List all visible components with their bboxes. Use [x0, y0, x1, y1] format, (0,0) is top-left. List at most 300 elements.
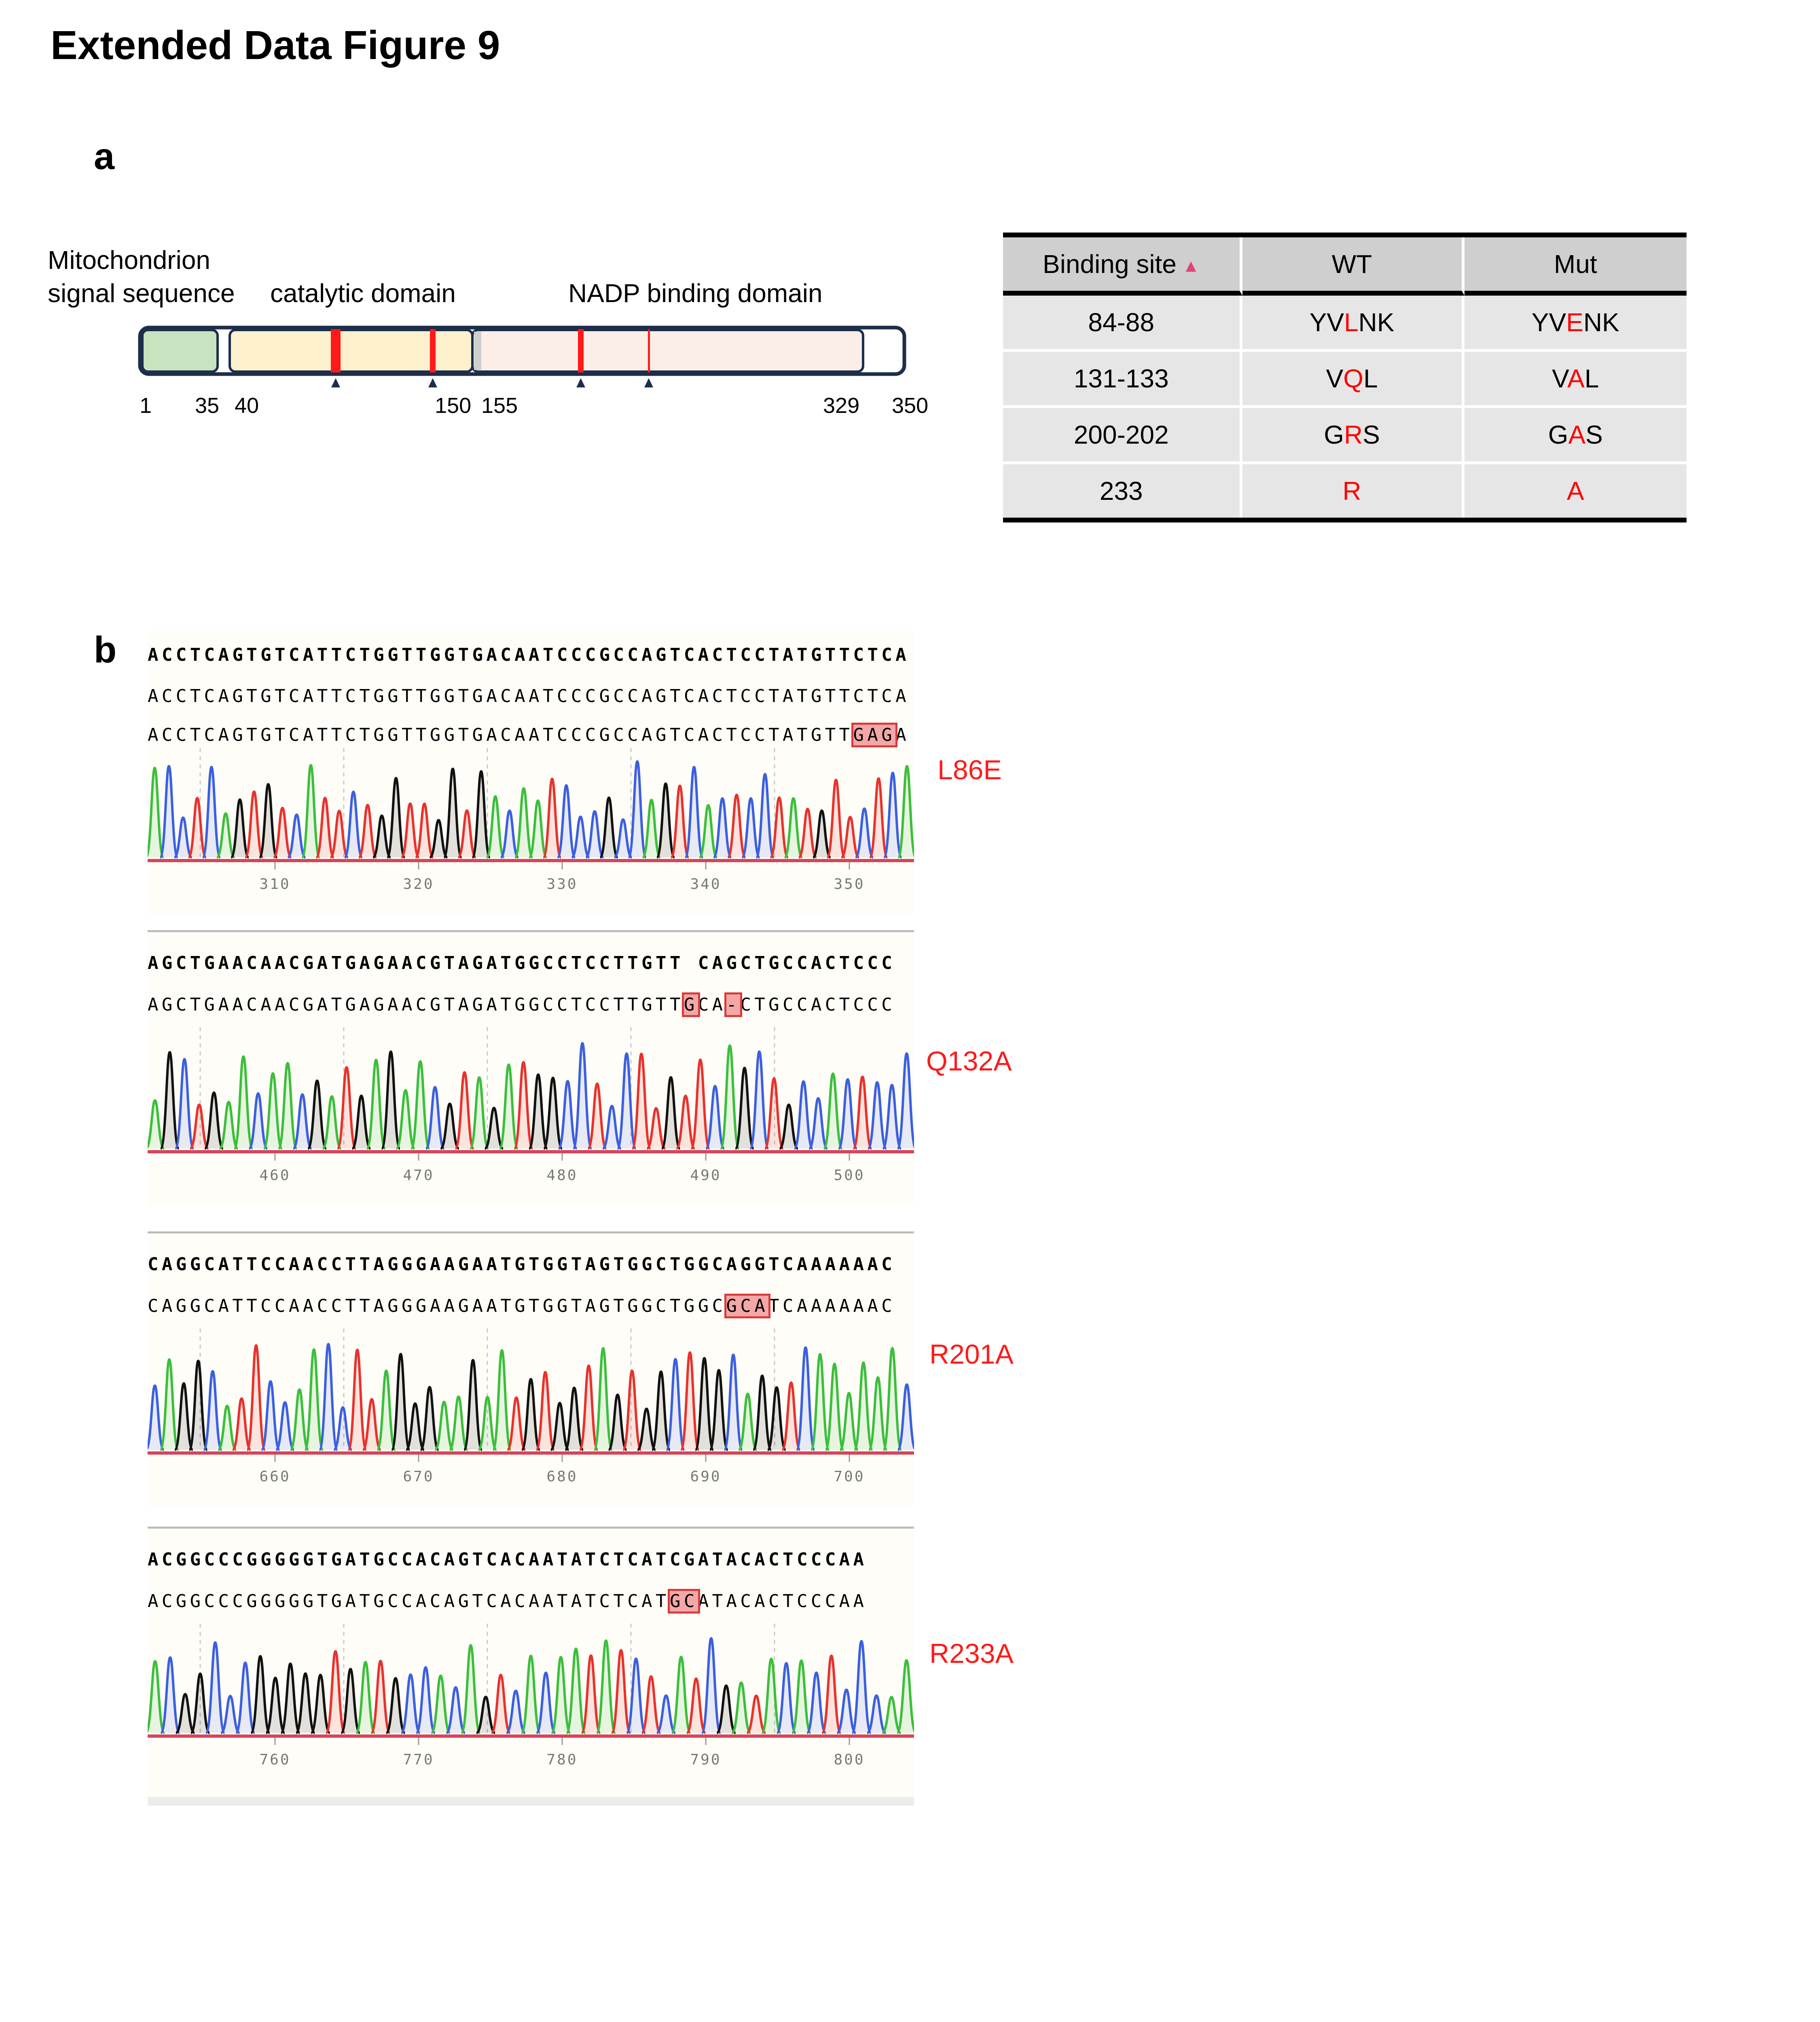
mutated-residue: L [1344, 308, 1359, 337]
trace-peak-G [386, 1678, 405, 1733]
trace-peak-C [426, 1087, 444, 1148]
cell-wt [1242, 464, 1464, 518]
axis-tick-label: 500 [834, 1167, 865, 1184]
trace-peak-T [582, 1656, 600, 1733]
trace-peak-C [797, 1347, 815, 1450]
trace-peak-G [189, 1361, 207, 1450]
binding-site-mark-84-88 [331, 329, 341, 372]
trace-peak-C [897, 1053, 914, 1148]
trace-peak-C [276, 1402, 294, 1450]
trace-peak-C [794, 1081, 813, 1148]
trace-peak-C [756, 774, 774, 857]
axis-tick-label: 780 [546, 1751, 578, 1768]
binding-site-triangle-2 [428, 378, 437, 387]
trace-peak-G [382, 1052, 400, 1148]
trace-peak-C [627, 1659, 645, 1733]
trace-peak-T [747, 1696, 766, 1733]
trace-peak-C [867, 1696, 886, 1733]
trace-peak-A [732, 1683, 751, 1733]
trace-peak-A [521, 1656, 540, 1733]
cell-mut [1464, 352, 1687, 408]
trace-peak-G [341, 1669, 360, 1733]
cell-mut [1464, 464, 1687, 518]
mutant-sequence [148, 1589, 867, 1614]
trace-peak-G [652, 1372, 670, 1450]
trace-peak-C [416, 1667, 435, 1733]
trace-separator [148, 1231, 914, 1233]
cell-binding-site [1003, 296, 1242, 352]
trace-peak-C [161, 1658, 180, 1733]
trace-peak-G [717, 1686, 736, 1733]
trace-peak-T [642, 1676, 660, 1733]
residue-text: G [1324, 420, 1344, 449]
position-150: 150 [435, 393, 472, 418]
trace-peak-T [580, 1366, 597, 1450]
trace-peak-T [274, 808, 292, 857]
trace-peak-T [514, 1062, 533, 1148]
trace-peak-G [176, 1694, 195, 1733]
trace-peak-A [897, 1660, 914, 1733]
trace-peak-C [667, 1359, 684, 1450]
position-329: 329 [823, 393, 860, 418]
trace-peak-C [706, 1086, 724, 1148]
trace-peak-G [311, 1675, 330, 1733]
trace-peak-G [609, 1395, 626, 1450]
reference-sequence: ACGGCCCGGGGGTGATGCCACAGTCACAATATCTCATCGATACACTCCCAA [148, 1549, 868, 1570]
trace-peak-T [491, 1675, 510, 1733]
cell-mut [1464, 296, 1687, 352]
trace-peak-T [765, 1079, 783, 1148]
seq-segment: CTGCCACTCCC [740, 994, 896, 1015]
trace-plot [148, 748, 914, 914]
trace-peak-A [825, 1364, 843, 1450]
trace-peak-C [777, 1663, 796, 1733]
residue-text: V [1326, 364, 1344, 393]
trace-peak-T [190, 1105, 208, 1148]
trace-peak-C [685, 767, 703, 857]
mutated-residue: R [1344, 420, 1363, 449]
trace-peak-T [359, 805, 377, 857]
trace-peak-C [293, 1094, 311, 1148]
trace-separator [148, 1527, 914, 1529]
trace-peak-G [161, 1052, 179, 1148]
trace-peak-T [782, 1383, 800, 1450]
trace-peak-T [681, 1352, 699, 1450]
trace-peak-T [188, 798, 206, 857]
trace-peak-T [245, 791, 263, 857]
trace-peak-T [247, 1345, 265, 1450]
axis-tick-label: 670 [403, 1468, 434, 1485]
trace-peak-G [421, 1387, 438, 1450]
trace-peak-C [447, 1688, 465, 1733]
trace-peak-G [551, 1403, 569, 1450]
trace-peak-T [337, 1067, 356, 1148]
trace-peak-T [870, 778, 888, 857]
binding-site-mark-131-133 [430, 329, 436, 372]
signal-sequence-domain [142, 330, 218, 372]
axis-tick-label: 690 [690, 1468, 722, 1485]
chromatogram-q132a [148, 930, 914, 1205]
trace-peak-T [799, 809, 817, 857]
trace-baseline [148, 1150, 914, 1153]
domain-diagram [133, 319, 918, 400]
trace-peak-G [266, 1678, 285, 1733]
trace-peak-G [735, 1068, 753, 1148]
trace-peak-A [432, 1676, 450, 1733]
axis-tick-label: 480 [546, 1167, 578, 1184]
trace-peak-G [710, 1370, 728, 1450]
seq-segment: ACCTCAGTGTCATTCTGGTTGGTGACAATCCCGCCAGTCACTCCTATGTT [148, 725, 853, 745]
trace-peak-A [217, 814, 235, 857]
cell-binding-site [1003, 352, 1242, 408]
trace-peak-T [233, 1398, 250, 1450]
trace-peak-T [612, 1650, 630, 1733]
trace-peak-A [290, 1390, 308, 1450]
binding-site-mark-233 [648, 329, 650, 372]
axis-tick-label: 660 [259, 1468, 291, 1485]
trace-peak-A [567, 1649, 585, 1733]
residue-text: NK [1583, 308, 1619, 337]
deletion-gap: - [726, 994, 741, 1015]
trace-peak-A [811, 1354, 829, 1450]
trace-peak-A [435, 1402, 453, 1450]
header-mut[interactable]: Mut [1464, 237, 1687, 296]
trace-peak-T [330, 811, 348, 857]
trace-peak-C [262, 1381, 279, 1450]
trace-peak-C [855, 808, 873, 857]
trace-peak-A [792, 1660, 811, 1733]
axis-tick-label: 790 [690, 1751, 722, 1768]
mutation-label-r201a: R201A [929, 1339, 1014, 1370]
cell-binding-site-text: 131-133 [1073, 364, 1169, 393]
trace-peak-T [671, 786, 689, 857]
trace-peak-A [672, 1657, 690, 1733]
residue-text: S [1585, 420, 1603, 449]
trace-peak-G [430, 820, 448, 857]
trace-peak-A [493, 1350, 511, 1450]
trace-peak-G [529, 1074, 547, 1148]
trace-peak-T [588, 1084, 606, 1148]
trace-peak-T [458, 810, 476, 857]
mutated-codon: GCA [726, 1296, 769, 1316]
trace-separator [148, 930, 914, 932]
trace-peak-C [614, 819, 632, 857]
chromatogram-l86e [148, 631, 914, 914]
trace-peak-G [440, 1104, 459, 1148]
trace-peak-A [305, 1349, 323, 1450]
mutated-codon: GAG [853, 725, 896, 745]
trace-peak-G [406, 1404, 424, 1450]
trace-plot [148, 1328, 914, 1506]
trace-peak-C [174, 818, 192, 857]
residue-text: S [1363, 420, 1380, 449]
axis-tick-label: 470 [403, 1167, 434, 1184]
trace-peak-C [501, 811, 518, 857]
trace-peak-G [352, 1096, 370, 1148]
mutant-sequence [148, 723, 910, 747]
trace-peak-T [455, 1072, 474, 1148]
trace-plot [148, 1624, 914, 1789]
trace-peak-A [218, 1406, 236, 1450]
trace-peak-C [702, 1638, 720, 1733]
mutation-label-r233a: R233A [929, 1638, 1014, 1669]
residue-text: L [1584, 364, 1599, 393]
trace-peak-C [160, 766, 178, 857]
mutated-residue: A [1568, 420, 1586, 449]
residue-text: YV [1309, 308, 1344, 337]
trace-peak-T [647, 1108, 665, 1148]
mito-label-line1: Mitochondrion [48, 245, 210, 275]
axis-tick-label: 350 [834, 876, 865, 893]
trace-peak-T [632, 1054, 650, 1148]
trace-peak-G [780, 1105, 798, 1148]
seq-segment: TCAAAAAAC [768, 1296, 896, 1316]
trace-peak-A [824, 1074, 842, 1148]
trace-peak-C [148, 1385, 164, 1450]
reference-sequence: ACCTCAGTGTCATTCTGGTTGGTGACAATCCCGCCAGTCACTCCTATGTTCTCA [148, 645, 910, 665]
reference-sequence: CAGGCATTCCAACCTTAGGGAAGAATGTGGTAGTGGCTGGCAGGTCAAAAAAC [148, 1254, 896, 1275]
table-row [1003, 296, 1687, 352]
trace-peak-T [363, 1399, 381, 1450]
trace-peak-T [416, 804, 434, 857]
trace-peak-C [288, 814, 306, 857]
trace-peak-C [203, 767, 220, 857]
trace-peak-A [552, 1657, 570, 1733]
mutated-residue: A [1567, 364, 1585, 393]
trace-peak-G [191, 1674, 210, 1733]
trace-peak-A [529, 801, 547, 857]
mutated-residue: Q [1343, 364, 1364, 393]
trace-peak-G [662, 1077, 680, 1148]
cell-binding-site [1003, 464, 1242, 518]
trace-peak-A [883, 1348, 901, 1450]
trace-peak-G [387, 778, 405, 857]
trace-peak-G [768, 1387, 785, 1450]
cell-binding-site-text: 84-88 [1088, 308, 1155, 337]
trace-peak-A [450, 1397, 468, 1450]
reference-sequence: AGCTGAACAACGATGAGAACGTAGATGGCCTCCTTGTT CAGCTGCCACTCCC [148, 953, 896, 973]
trace-peak-C [868, 1082, 886, 1148]
trace-peak-T [543, 779, 561, 857]
axis-tick-label: 460 [259, 1167, 291, 1184]
position-40: 40 [235, 393, 259, 418]
trace-peak-T [371, 1661, 390, 1733]
trace-peak-A [377, 1371, 395, 1450]
axis-tick-label: 760 [259, 1751, 291, 1768]
trace-peak-G [251, 1656, 270, 1733]
trace-peak-C [807, 1673, 825, 1733]
trace-peak-C [206, 1642, 224, 1733]
axis-tick-label: 800 [834, 1751, 865, 1768]
trace-peak-T [536, 1372, 554, 1450]
table-row [1003, 352, 1687, 408]
trace-peak-A [739, 1394, 757, 1450]
trace-peak-C [713, 798, 731, 857]
catalytic-domain [230, 330, 472, 372]
trace-peak-C [618, 1053, 636, 1148]
trace-peak-A [869, 1377, 887, 1450]
cell-wt [1242, 352, 1464, 408]
trace-peak-T [401, 804, 419, 857]
trace-peak-A [594, 1348, 612, 1450]
trace-peak-C [320, 1344, 337, 1450]
binding-site-triangle-1 [331, 378, 340, 387]
trace-peak-G [444, 769, 462, 857]
trace-peak-G [296, 1673, 315, 1733]
axis-tick-label: 770 [403, 1751, 434, 1768]
header-wt[interactable]: WT [1242, 237, 1464, 296]
trace-peak-A [487, 796, 504, 857]
cell-binding-site-text: 233 [1099, 476, 1143, 506]
trace-peak-A [148, 1661, 165, 1733]
axis-tick-label: 490 [690, 1167, 722, 1184]
trace-peak-A [882, 1697, 901, 1733]
trace-peak-A [515, 789, 533, 857]
cell-mut [1464, 408, 1687, 464]
trace-peak-C [401, 1675, 420, 1733]
seq-segment: ATACACTCCCAA [698, 1591, 868, 1612]
trace-peak-C [236, 1663, 254, 1733]
table-header-row [1003, 237, 1687, 296]
binding-site-mark-200-202 [578, 329, 584, 372]
cell-binding-site [1003, 408, 1242, 464]
trace-peak-A [356, 1662, 375, 1733]
catalytic-domain-label: catalytic domain [270, 279, 456, 308]
trace-baseline [148, 859, 914, 862]
trace-peak-A [478, 1397, 496, 1450]
trace-peak-A [470, 1077, 488, 1148]
trace-peak-C [898, 1385, 914, 1450]
trace-peak-A [699, 805, 717, 857]
trace-peak-A [148, 1100, 164, 1148]
trace-peak-C [221, 1696, 239, 1733]
nadp-binding-domain [472, 330, 863, 372]
axis-tick-label: 330 [546, 876, 578, 893]
trace-peak-C [852, 1641, 871, 1733]
trace-peak-T [827, 780, 845, 857]
trace-peak-A [234, 1057, 252, 1148]
binding-site-triangle-4 [644, 378, 653, 387]
trace-peak-T [822, 1656, 841, 1733]
mutation-label-l86e: L86E [938, 755, 1002, 785]
trace-peak-A [898, 766, 914, 857]
trace-peak-C [334, 1407, 352, 1450]
trace-peak-T [728, 795, 746, 857]
trace-peak-C [345, 792, 362, 857]
trace-peak-A [762, 1659, 781, 1733]
trace-peak-G [544, 1078, 562, 1148]
trace-peak-T [348, 1350, 366, 1450]
scroll-track[interactable] [148, 1797, 914, 1806]
trace-peak-A [279, 1063, 297, 1148]
trace-peak-G [600, 797, 618, 857]
trace-peak-G [231, 799, 249, 857]
position-350: 350 [892, 393, 929, 418]
residue-text: G [1548, 420, 1568, 449]
trace-peak-A [411, 1061, 430, 1148]
trace-peak-C [742, 798, 760, 857]
trace-peak-G [260, 784, 277, 857]
mutant-sequence [148, 993, 895, 1017]
chromatogram-r201a [148, 1231, 914, 1506]
trace-peak-G [522, 1379, 540, 1450]
trace-peak-A [785, 798, 802, 857]
trace-peak-A [499, 1065, 518, 1148]
trace-peak-C [837, 1690, 856, 1733]
mutated-residue: E [1566, 308, 1583, 337]
trace-peak-A [323, 1096, 341, 1148]
trace-peak-C [573, 1043, 591, 1148]
mutated-base: G [684, 994, 698, 1015]
axis-tick-label: 340 [690, 876, 722, 893]
mutant-sequence [148, 1294, 895, 1318]
trace-peak-C [572, 817, 590, 857]
trace-peak-G [753, 1376, 771, 1450]
trace-peak-G [392, 1354, 410, 1450]
seq-segment: ACGGCCCGGGGGTGATGCCACAGTCACAATATCTCAT [148, 1591, 670, 1612]
seq-segment: AGCTGAACAACGATGAGAACGTAGATGGCCTCCTTGTT [148, 994, 684, 1015]
panel-b-label: b [94, 629, 117, 670]
sort-ascending-icon[interactable]: ▲ [1182, 256, 1200, 276]
trace-peak-C [557, 785, 575, 857]
trace-peak-C [883, 1085, 901, 1148]
trace-peak-C [204, 1371, 222, 1450]
mutated-residue: R [1342, 476, 1361, 506]
header-binding-site[interactable] [1003, 237, 1242, 296]
axis-tick-label: 680 [546, 1468, 578, 1485]
position-35: 35 [195, 393, 220, 418]
trace-peak-A [160, 1360, 178, 1450]
header-binding-site-label: Binding site [1043, 250, 1177, 279]
position-155: 155 [481, 393, 518, 418]
cell-wt [1242, 408, 1464, 464]
trace-peak-C [809, 1098, 827, 1148]
trace-peak-A [148, 768, 163, 857]
trace-peak-A [461, 1646, 480, 1733]
trace-baseline [148, 1451, 914, 1455]
trace-peak-C [603, 1106, 621, 1148]
trace-peak-C [537, 1673, 555, 1733]
mutation-label-q132a: Q132A [926, 1046, 1012, 1077]
trace-peak-T [853, 1077, 872, 1148]
cell-binding-site-text: 200-202 [1073, 420, 1169, 449]
mutated-codon: GC [669, 1591, 698, 1612]
trace-peak-G [205, 1093, 223, 1148]
binding-site-table [1003, 233, 1687, 522]
seq-segment: CA [698, 994, 726, 1015]
trace-peak-G [281, 1664, 300, 1733]
mito-label-line2: signal sequence [48, 279, 235, 308]
trace-peak-C [249, 1093, 267, 1148]
trace-peak-G [565, 1388, 583, 1450]
trace-peak-G [476, 1697, 495, 1733]
trace-peak-A [597, 1641, 615, 1733]
table-row [1003, 464, 1687, 518]
residue-text: V [1552, 364, 1568, 393]
axis-tick-label: 700 [834, 1468, 865, 1485]
trace-peak-G [308, 1081, 326, 1148]
trace-peak-T [316, 798, 334, 857]
trace-peak-C [176, 1059, 194, 1148]
wildtype-sequence: ACCTCAGTGTCATTCTGGTTGGTGACAATCCCGCCAGTCACTCCTATGTTCTCA [148, 686, 910, 706]
trace-peak-A [855, 1363, 872, 1450]
trace-plot [148, 1027, 914, 1205]
axis-tick-label: 310 [259, 876, 291, 893]
trace-peak-T [770, 797, 788, 857]
trace-peak-C [724, 1355, 742, 1450]
nadp-domain-label: NADP binding domain [568, 279, 823, 308]
figure-title: Extended Data Figure 9 [51, 23, 500, 68]
